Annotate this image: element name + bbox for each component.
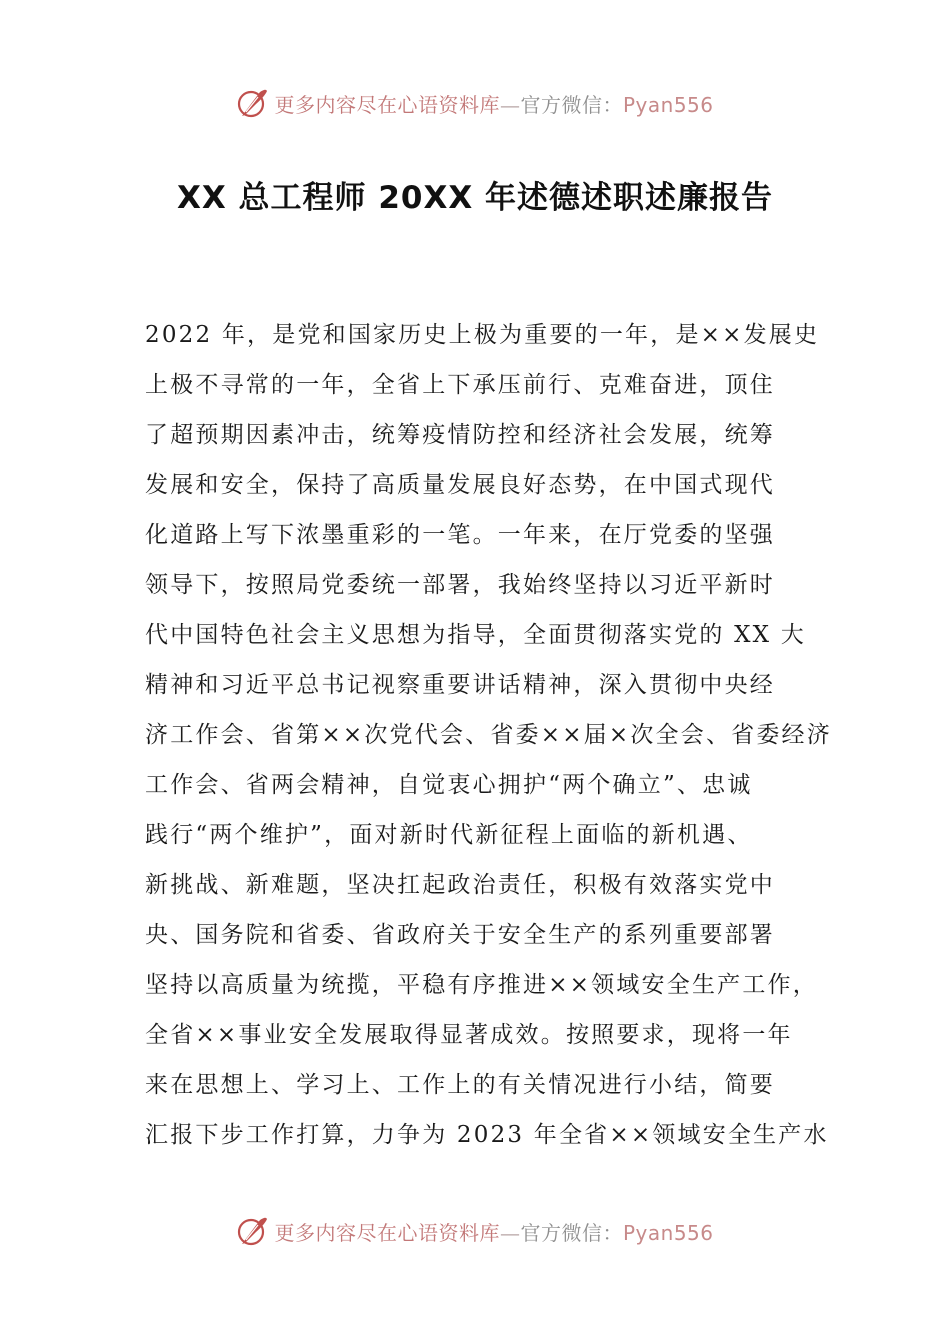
body-line: 发展和安全，保持了高质量发展良好态势，在中国式现代 <box>145 472 775 498</box>
document-title: XX 总工程师 20XX 年述德述职述廉报告 <box>176 180 774 216</box>
wechat-label: 官方微信： <box>520 92 623 117</box>
body-line: 精神和习近平总书记视察重要讲话精神，深入贯彻中央经 <box>145 672 775 698</box>
body-line: 上极不寻常的一年，全省上下承压前行、克难奋进，顶住 <box>145 372 775 398</box>
banner-text <box>274 1217 713 1246</box>
quill-logo-icon <box>236 1214 270 1248</box>
body-line: 坚持以高质量为统揽，平稳有序推进××领域安全生产工作， <box>145 972 818 998</box>
wechat-label: 官方微信： <box>520 1220 623 1245</box>
body-line: 汇报下步工作打算，力争为 2023 年全省××领域安全生产水 <box>145 1122 829 1148</box>
body-line: 来在思想上、学习上、工作上的有关情况进行小结，简要 <box>145 1072 775 1098</box>
wechat-id: Pyan556 <box>622 92 714 117</box>
banner-text <box>274 89 713 118</box>
banner-separator: — <box>499 92 521 117</box>
header-banner <box>0 81 950 125</box>
body-line: 央、国务院和省委、省政府关于安全生产的系列重要部署 <box>145 922 775 948</box>
body-line: 新挑战、新难题，坚决扛起政治责任，积极有效落实党中 <box>145 872 775 898</box>
body-line: 2022 年，是党和国家历史上极为重要的一年，是××发展史 <box>145 322 820 348</box>
body-line: 践行“两个维护”，面对新时代新征程上面临的新机遇、 <box>145 822 753 848</box>
banner-slogan: 更多内容尽在心语资料库 <box>274 1220 500 1245</box>
body-line: 代中国特色社会主义思想为指导，全面贯彻落实党的 XX 大 <box>145 622 806 648</box>
document-body <box>145 310 832 1160</box>
body-line: 了超预期因素冲击，统筹疫情防控和经济社会发展，统筹 <box>145 422 775 448</box>
banner-separator: — <box>499 1220 521 1245</box>
body-line: 化道路上写下浓墨重彩的一笔。一年来，在厅党委的坚强 <box>145 522 775 548</box>
body-line: 领导下，按照局党委统一部署，我始终坚持以习近平新时 <box>145 572 775 598</box>
banner-slogan: 更多内容尽在心语资料库 <box>274 92 500 117</box>
body-line: 全省××事业安全发展取得显著成效。按照要求，现将一年 <box>145 1022 793 1048</box>
body-line: 济工作会、省第××次党代会、省委××届×次全会、省委经济 <box>145 722 832 748</box>
body-line: 工作会、省两会精神，自觉衷心拥护“两个确立”、忠诚 <box>145 772 753 798</box>
footer-banner <box>0 1209 950 1253</box>
quill-logo-icon <box>236 86 270 120</box>
wechat-id: Pyan556 <box>622 1220 714 1245</box>
